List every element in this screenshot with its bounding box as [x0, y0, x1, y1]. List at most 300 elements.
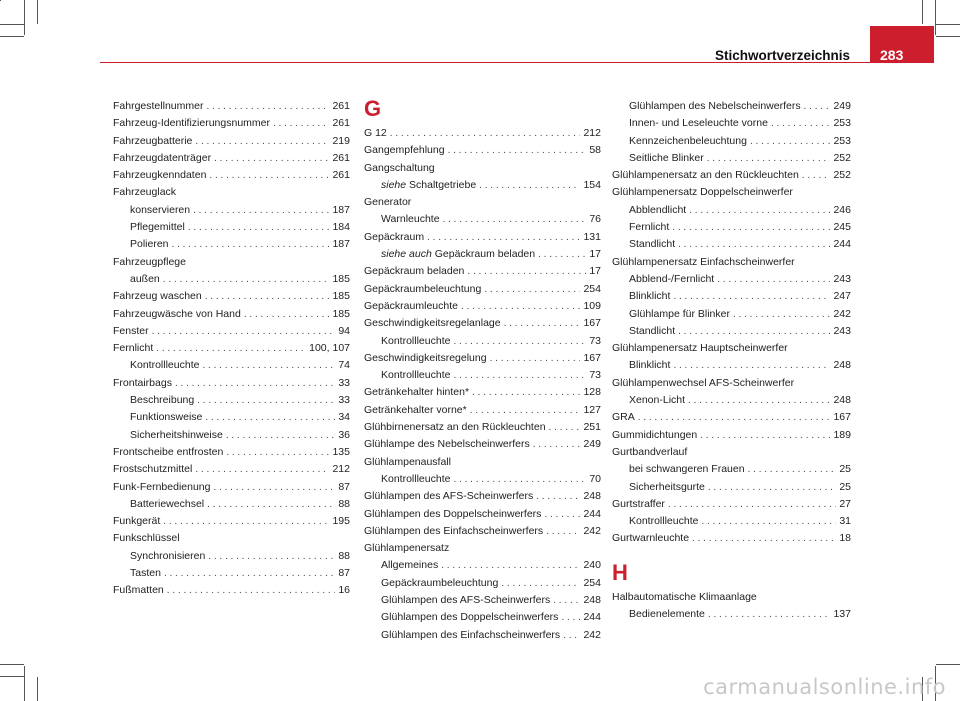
entry-label: Gepäckraum: [364, 230, 425, 243]
entry-label: Glühlampen des AFS-Scheinwerfers: [364, 490, 534, 503]
leader-dots: [244, 306, 330, 323]
crop-mark-bl-v: [24, 666, 25, 701]
entry-page-number: 243: [833, 324, 851, 337]
entry-label: Kontrollleuchte: [381, 369, 451, 382]
leader-dots: [479, 177, 580, 194]
leader-dots: [453, 471, 586, 488]
entry-page-number: 94: [338, 324, 350, 337]
leader-dots: [163, 271, 330, 288]
index-entry: [612, 513, 851, 530]
leader-dots: [472, 384, 580, 401]
index-entry: [612, 409, 851, 426]
entry-label: Frontscheibe entfrosten: [113, 445, 224, 458]
entry-page-number: 254: [583, 576, 601, 589]
leader-dots: [461, 298, 581, 315]
index-column-3: [612, 98, 851, 623]
entry-page-number: 87: [338, 480, 350, 493]
entry-label: Fußmatten: [113, 584, 164, 597]
leader-dots: [206, 98, 329, 115]
leader-dots: [441, 557, 580, 574]
index-entry: [612, 461, 851, 478]
index-entry: [612, 496, 851, 513]
entry-label: Fahrzeug waschen: [113, 290, 202, 303]
leader-dots: [748, 461, 837, 478]
entry-page-number: 245: [833, 221, 851, 234]
index-entry: [364, 125, 601, 142]
entry-page-number: 109: [583, 299, 601, 312]
entry-label: Glühlampen des Einfachscheinwerfers: [381, 628, 561, 641]
entry-page-number: 73: [589, 334, 601, 347]
leader-dots: [470, 402, 581, 419]
entry-label: Fahrzeugkenndaten: [113, 169, 207, 182]
entry-label: Synchronisieren: [130, 549, 206, 562]
entry-label: Glühlampenausfall: [364, 455, 451, 468]
entry-page-number: 242: [833, 307, 851, 320]
entry-label: Gepäckraumleuchte: [364, 299, 458, 312]
leader-dots: [209, 167, 329, 184]
index-entry: [612, 184, 851, 201]
entry-page-number: 248: [583, 594, 601, 607]
leader-dots: [188, 219, 330, 236]
leader-dots: [205, 409, 335, 426]
crop-mark-bl-h: [0, 676, 24, 677]
entry-label: Blinklicht: [629, 290, 671, 303]
entry-label: Fahrzeuglack: [113, 186, 177, 199]
leader-dots: [205, 288, 330, 305]
index-entry: [364, 281, 601, 298]
leader-dots: [804, 98, 831, 115]
entry-label: Kontrollleuchte: [629, 515, 699, 528]
entry-page-number: 219: [332, 134, 350, 147]
entry-page-number: 240: [583, 559, 601, 572]
index-entry: [612, 340, 851, 357]
entry-text: Gepäckraum beladen: [434, 248, 536, 261]
entry-label: Fenster: [113, 324, 149, 337]
entry-label: Seitliche Blinker: [629, 151, 704, 164]
crop-mark-tl-h2: [0, 36, 24, 37]
leader-dots: [701, 513, 836, 530]
index-entry: [612, 167, 851, 184]
entry-page-number: 131: [583, 230, 601, 243]
entry-page-number: 127: [583, 403, 601, 416]
entry-page-number: 154: [583, 178, 601, 191]
index-entry: [612, 606, 851, 623]
crop-mark-tr-h2: [936, 36, 960, 37]
entry-page-number: 248: [833, 359, 851, 372]
entry-label: Gummidichtungen: [612, 428, 698, 441]
index-entry: [113, 219, 350, 236]
crop-mark: [0, 0, 1, 1]
entry-label: Glühlampen des Nebelscheinwerfers: [629, 100, 801, 112]
section-letter-h: H: [612, 559, 628, 585]
leader-dots: [164, 565, 335, 582]
leader-dots: [553, 592, 580, 609]
entry-page-number: 167: [583, 351, 601, 364]
entry-label: außen: [130, 272, 160, 285]
index-entry: [364, 194, 601, 211]
entry-label: Fahrgestellnummer: [113, 100, 204, 112]
entry-page-number: 58: [589, 144, 601, 157]
index-entry: [612, 115, 851, 132]
index-entry: [612, 530, 851, 547]
entry-label: Glühlampenwechsel AFS-Scheinwerfer: [612, 376, 795, 389]
entry-label: Fernlicht: [113, 342, 154, 355]
entry-label: [381, 246, 535, 263]
leader-dots: [453, 333, 586, 350]
entry-label: Kontrollleuchte: [130, 359, 200, 372]
index-entry: [364, 350, 601, 367]
index-entry: [364, 315, 601, 332]
entry-label: Xenon-Licht: [629, 394, 686, 407]
index-entry: [364, 333, 601, 350]
entry-label: G 12: [364, 127, 387, 139]
entry-label: Gurtwarnleuchte: [612, 532, 690, 545]
entry-label: Funktionsweise: [130, 411, 203, 424]
entry-label: Glühlampe für Blinker: [629, 307, 730, 320]
leader-dots: [538, 246, 586, 263]
index-entry: [113, 150, 350, 167]
entry-label: Funkschlüssel: [113, 532, 180, 545]
entry-page-number: 73: [589, 369, 601, 382]
crop-mark-bl-v2: [37, 677, 38, 701]
leader-dots: [197, 392, 335, 409]
index-entry: [612, 271, 851, 288]
index-entry: [113, 254, 350, 271]
index-entry: [113, 167, 350, 184]
index-entry: [113, 513, 350, 530]
entry-label: Getränkehalter vorne*: [364, 403, 467, 416]
index-entry: [612, 219, 851, 236]
entry-page-number: 27: [839, 497, 851, 510]
index-entry: [364, 142, 601, 159]
index-entry: [113, 202, 350, 219]
entry-page-number: 167: [583, 317, 601, 330]
entry-label: Sicherheitshinweise: [130, 428, 223, 441]
entry-page-number: 242: [583, 524, 601, 537]
entry-label: Glühlampen des Doppelscheinwerfers: [364, 507, 542, 520]
index-entry: [612, 133, 851, 150]
entry-page-number: 248: [583, 490, 601, 503]
leader-dots: [717, 271, 830, 288]
index-entry: [364, 557, 601, 574]
index-entry: [364, 246, 601, 263]
crop-mark-bl-h2: [0, 664, 24, 665]
entry-page-number: 74: [338, 359, 350, 372]
leader-dots: [156, 340, 306, 357]
entry-label: Glühlampenersatz Hauptscheinwerfer: [612, 342, 788, 355]
index-entry: [612, 357, 851, 374]
index-entry: [612, 479, 851, 496]
leader-dots: [536, 488, 580, 505]
entry-page-number: 249: [833, 100, 851, 112]
entry-label: Fahrzeugdatenträger: [113, 151, 212, 164]
entry-page-number: 87: [338, 567, 350, 580]
index-entry: [364, 402, 601, 419]
entry-label: Kennzeichenbeleuchtung: [629, 134, 747, 147]
crop-mark-tl-v3: [37, 0, 38, 24]
entry-label: Glühlampenersatz: [364, 542, 450, 555]
index-entry: [364, 298, 601, 315]
crop-mark-br-h: [936, 664, 960, 665]
leader-dots: [692, 530, 836, 547]
entry-label: Gangempfehlung: [364, 144, 445, 157]
entry-label: Glühlampenersatz an den Rückleuchten: [612, 169, 799, 182]
entry-label: Beschreibung: [130, 394, 195, 407]
crop-mark-tr-h: [936, 24, 960, 25]
entry-page-number: 248: [833, 394, 851, 407]
leader-dots: [195, 133, 329, 150]
index-entry: [364, 229, 601, 246]
entry-label: Funk-Fernbedienung: [113, 480, 211, 493]
index-entry: [113, 375, 350, 392]
index-entry: [113, 444, 350, 461]
leader-dots: [214, 150, 329, 167]
index-entry: [612, 392, 851, 409]
index-entry: [113, 288, 350, 305]
entry-page-number: 36: [338, 428, 350, 441]
leader-dots: [226, 444, 329, 461]
entry-page-number: 135: [332, 445, 350, 458]
index-entry: [612, 254, 851, 271]
entry-label: Fahrzeugpflege: [113, 255, 186, 268]
index-entry: [113, 548, 350, 565]
entry-label: Standlicht: [629, 324, 676, 337]
index-entry: [612, 323, 851, 340]
entry-label: Gangschaltung: [364, 161, 435, 174]
leader-dots: [802, 167, 831, 184]
entry-see-prefix: siehe auch: [381, 248, 432, 261]
index-entry: [364, 506, 601, 523]
section-letter-g: G: [364, 96, 382, 121]
entry-page-number: 34: [338, 411, 350, 424]
entry-label: Generator: [364, 196, 412, 209]
leader-dots: [490, 350, 581, 367]
index-entry: [364, 436, 601, 453]
entry-label: Frostschutzmittel: [113, 463, 193, 476]
index-entry: [364, 540, 601, 557]
leader-dots: [668, 496, 836, 513]
index-entry: [364, 263, 601, 280]
leader-dots: [688, 392, 830, 409]
entry-page-number: 185: [332, 307, 350, 320]
entry-page-number: 252: [833, 151, 851, 164]
entry-page-number: 244: [583, 507, 601, 520]
entry-page-number: 249: [583, 438, 601, 451]
entry-page-number: 100, 107: [309, 342, 350, 355]
entry-label: Fahrzeugbatterie: [113, 134, 193, 147]
leader-dots: [708, 606, 831, 623]
entry-page-number: 253: [833, 134, 851, 147]
entry-label: Pflegemittel: [130, 221, 185, 234]
leader-dots: [771, 115, 831, 132]
entry-page-number: 17: [589, 248, 601, 261]
index-entry: [612, 427, 851, 444]
leader-dots: [448, 142, 587, 159]
leader-dots: [700, 427, 830, 444]
entry-page-number: 251: [583, 421, 601, 434]
entry-label: Kontrollleuchte: [381, 472, 451, 485]
leader-dots: [453, 367, 586, 384]
leader-dots: [546, 523, 580, 540]
entry-label: Glühlampen des AFS-Scheinwerfers: [381, 594, 551, 607]
index-entry: [364, 471, 601, 488]
entry-label: Abblendlicht: [629, 203, 687, 216]
entry-page-number: 25: [839, 463, 851, 476]
entry-label: konservieren: [130, 203, 191, 216]
leader-dots: [202, 357, 335, 374]
entry-page-number: 244: [583, 611, 601, 624]
entry-label: Standlicht: [629, 238, 676, 251]
entry-label: Blinklicht: [629, 359, 671, 372]
leader-dots: [163, 513, 329, 530]
entry-page-number: 88: [338, 549, 350, 562]
index-entry: [364, 160, 601, 177]
index-entry: [113, 530, 350, 547]
leader-dots: [638, 409, 831, 426]
leader-dots: [561, 609, 580, 626]
entry-page-number: 33: [338, 394, 350, 407]
leader-dots: [152, 323, 336, 340]
index-entry: [113, 306, 350, 323]
entry-page-number: 261: [332, 100, 350, 112]
index-entry: [113, 236, 350, 253]
entry-label: GRA: [612, 411, 635, 424]
leader-dots: [273, 115, 329, 132]
leader-dots: [208, 548, 335, 565]
crop-mark-tl-v: [24, 0, 25, 35]
leader-dots: [175, 375, 335, 392]
index-entry: [113, 496, 350, 513]
leader-dots: [172, 236, 330, 253]
entry-page-number: 244: [833, 238, 851, 251]
entry-page-number: 185: [332, 290, 350, 303]
leader-dots: [678, 236, 830, 253]
leader-dots: [390, 125, 581, 142]
index-entry: [364, 384, 601, 401]
entry-label: Halbautomatische Klimaanlage: [612, 590, 757, 603]
index-entry: [113, 392, 350, 409]
entry-label: Glühlampen des Doppelscheinwerfers: [381, 611, 559, 624]
index-column-1: [113, 98, 350, 600]
leader-dots: [213, 479, 335, 496]
entry-label: Fahrzeug-Identifizierungsnummer: [113, 117, 270, 130]
entry-page-number: 261: [332, 169, 350, 182]
index-entry: [612, 98, 851, 115]
page-title: Stichwortverzeichnis: [714, 48, 850, 63]
entry-label: Funkgerät: [113, 515, 161, 528]
index-entry: [612, 375, 851, 392]
entry-label: Glühbirnenersatz an den Rückleuchten: [364, 421, 546, 434]
leader-dots: [193, 202, 329, 219]
leader-dots: [167, 582, 336, 599]
entry-page-number: 76: [589, 213, 601, 226]
entry-label: Getränkehalter hinten*: [364, 386, 470, 399]
leader-dots: [673, 357, 830, 374]
entry-page-number: 189: [833, 428, 851, 441]
leader-dots: [672, 219, 830, 236]
entry-page-number: 252: [833, 169, 851, 182]
index-entry: [113, 340, 350, 357]
entry-page-number: 212: [332, 463, 350, 476]
index-entry: [113, 565, 350, 582]
entry-page-number: 31: [839, 515, 851, 528]
index-entry: [364, 609, 601, 626]
index-entry: [113, 427, 350, 444]
leader-dots: [549, 419, 581, 436]
leader-dots: [501, 575, 580, 592]
entry-page-number: 195: [332, 515, 350, 528]
index-entry: [612, 306, 851, 323]
entry-label: Gurtstraffer: [612, 497, 665, 510]
entry-page-number: 167: [833, 411, 851, 424]
entry-label: Abblend-/Fernlicht: [629, 272, 715, 285]
index-entry: [364, 523, 601, 540]
leader-dots: [443, 211, 587, 228]
entry-page-number: 261: [332, 151, 350, 164]
entry-text: Schaltgetriebe: [409, 178, 477, 191]
entry-label: Glühlampen des Einfachscheinwerfers: [364, 524, 544, 537]
entry-label: Geschwindigkeitsregelung: [364, 351, 487, 364]
entry-page-number: 253: [833, 117, 851, 130]
entry-page-number: 184: [332, 221, 350, 234]
entry-page-number: 246: [833, 203, 851, 216]
entry-label: Geschwindigkeitsregelanlage: [364, 317, 501, 330]
leader-dots: [707, 150, 831, 167]
entry-label: Gepäckraum beladen: [364, 265, 465, 278]
entry-label: Polieren: [130, 238, 169, 251]
leader-dots: [427, 229, 580, 246]
index-entry: [612, 288, 851, 305]
index-entry: [612, 236, 851, 253]
leader-dots: [504, 315, 581, 332]
index-entry: [113, 582, 350, 599]
leader-dots: [484, 281, 580, 298]
entry-label: Gepäckraumbeleuchtung: [364, 282, 482, 295]
leader-dots: [750, 133, 831, 150]
entry-label: Glühlampe des Nebelscheinwerfers: [364, 438, 530, 451]
index-entry: [113, 323, 350, 340]
entry-page-number: 212: [583, 127, 601, 139]
index-entry: [364, 367, 601, 384]
entry-page-number: 128: [583, 386, 601, 399]
entry-label: Kontrollleuchte: [381, 334, 451, 347]
leader-dots: [733, 306, 831, 323]
index-entry: [113, 115, 350, 132]
entry-label: Tasten: [130, 567, 161, 580]
crop-mark-tr-v: [935, 0, 936, 35]
entry-label: Warnleuchte: [381, 213, 440, 226]
crop-mark-tl-h: [0, 24, 24, 25]
entry-page-number: 261: [332, 117, 350, 130]
leader-dots: [467, 263, 586, 280]
crop-mark-tr-v2: [922, 0, 923, 24]
leader-dots: [673, 288, 830, 305]
entry-page-number: 70: [589, 472, 601, 485]
entry-label: Fahrzeugwäsche von Hand: [113, 307, 241, 320]
entry-page-number: 137: [833, 608, 851, 621]
watermark: carmanualsonline.info: [703, 675, 946, 699]
entry-label: Bedienelemente: [629, 608, 705, 621]
index-entry: [113, 133, 350, 150]
page-number-badge: 283: [870, 26, 934, 63]
leader-dots: [563, 627, 580, 644]
index-entry: [364, 575, 601, 592]
leader-dots: [533, 436, 581, 453]
index-entry: [113, 461, 350, 478]
index-entry: [113, 98, 350, 115]
entry-label: Frontairbags: [113, 376, 172, 389]
index-entry: [364, 627, 601, 644]
